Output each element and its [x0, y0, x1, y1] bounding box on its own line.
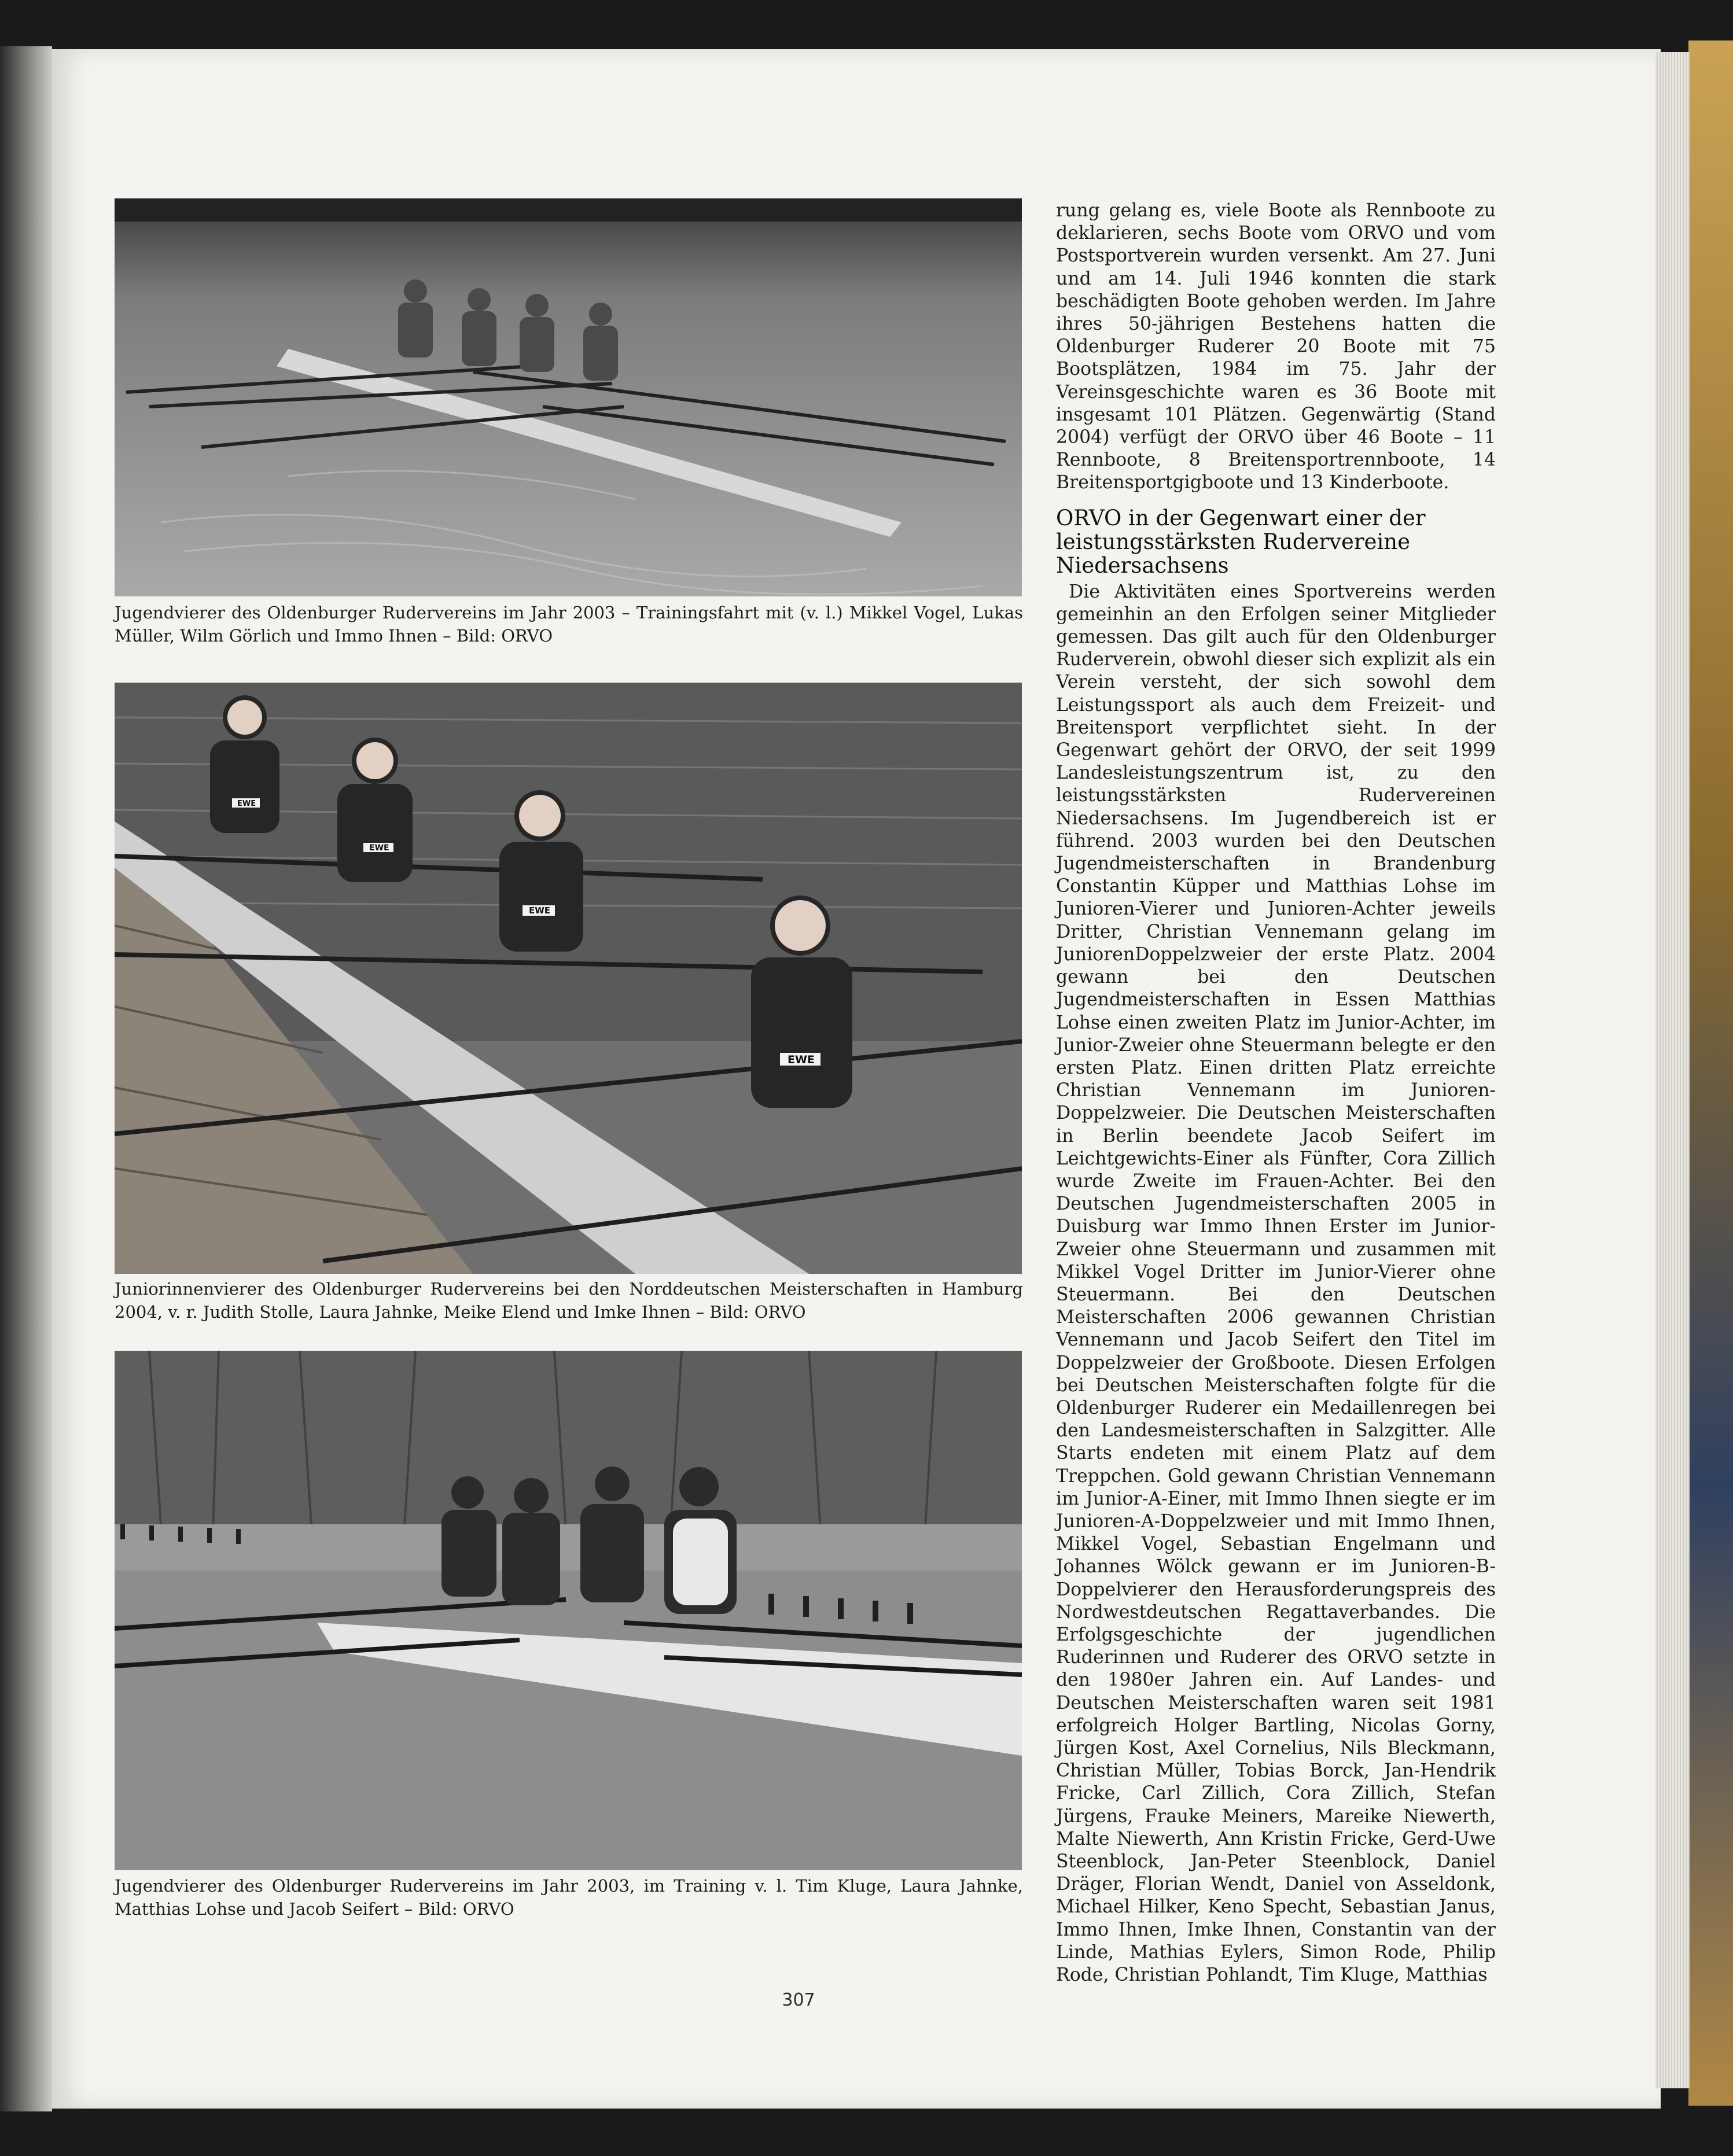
photo-caption-2: Juniorinnenvierer des Oldenburger Rudervereins bei den Norddeutschen Meisterschaften in Hamburg 2004, v. r. Judith Stolle, Laura Jahnke, Meike Elend und Imke Ihnen – Bild: ORVO — [115, 1279, 1023, 1322]
jersey-logo-2: EWE — [369, 843, 389, 853]
page-stack-edge — [1655, 52, 1690, 2088]
page-number: 307 — [782, 1990, 815, 2010]
photo-rowing-quad-lake — [115, 198, 1022, 596]
paragraph-boats: rung gelang es, viele Boote als Rennboote zu deklarieren, sechs Boote vom ORVO und vom Postsportverein wurden versenkt. Am 27. Juni und am 14. Juli 1946 konnten die stark beschädigten Boote gehoben werden. Im Jahre ihres 50-jährigen Bestehens hatten die Oldenburger Ruderer 20 Boote mit 75 Bootsplätzen, 1984 im 75. Jahr der Vereinsgeschichte waren es 36 Boote mit insgesamt 101 Plätzen. Gegenwärtig (Stand 2004) verfügt der ORVO über 46 Boote – 11 Rennboote, 8 Breitensportrennboote, 14 Breitensportgigboote und 13 Kinderboote. — [1056, 200, 1496, 493]
left-page-edge — [0, 46, 52, 2111]
jersey-logo-1: EWE — [237, 799, 256, 808]
jersey-logo-3: EWE — [529, 905, 551, 916]
book-cover-edge — [1688, 40, 1733, 2106]
photo-caption-1: Jugendvierer des Oldenburger Rudervereins im Jahr 2003 – Trainingsfahrt mit (v. l.) Mikkel Vogel, Lukas Müller, Wilm Görlich und Immo Ihnen – Bild: ORVO — [115, 603, 1023, 646]
photo-rowing-quad-river — [115, 1351, 1022, 1870]
photo-caption-3: Jugendvierer des Oldenburger Rudervereins im Jahr 2003, im Training v. l. Tim Kluge, Laura Jahnke, Matthias Lohse und Jacob Seifert – Bild: ORVO — [115, 1876, 1023, 1919]
section-heading: ORVO in der Gegenwart einer der leistungsstärksten Rudervereine Niedersachsens — [1056, 505, 1426, 578]
jersey-logo-4: EWE — [788, 1053, 815, 1066]
article-column — [1056, 200, 1496, 1987]
photo-junior-women-dock — [115, 683, 1022, 1274]
paragraph-successes: Die Aktivitäten eines Sportvereins werden gemeinhin an den Erfolgen seiner Mitglieder gemessen. Das gilt auch für den Oldenburger Ruderverein, obwohl dieser sich explizit als ein Verein versteht, der sich sowohl dem Leistungssport als auch dem Freizeit- und Breitensport verpflichtet sieht. In der Gegenwart gehört der ORVO, der seit 1999 Landesleistungszentrum ist, zu den leistungsstärksten Rudervereinen Niedersachsens. Im Jugendbereich ist er führend. 2003 wurden bei den Deutschen Jugendmeisterschaften in Brandenburg Constantin Küpper und Matthias Lohse im Junioren-Vierer und Junioren-Achter jeweils Dritter, Christian Vennemann gelang im JuniorenDoppelzweier der erste Platz. 2004 gewann bei den Deutschen Jugendmeisterschaften in Essen Matthias Lohse einen zweiten Platz im Junior-Achter, im Junior-Zweier ohne Steuermann belegte er den ersten Platz. Einen dritten Platz erreichte Christian Vennemann im Junioren-Doppelzweier. Die Deutschen Meisterschaften in Berlin beendete Jacob Seifert im Leichtgewichts-Einer als Fünfter, Cora Zillich wurde Zweite im Frauen-Achter. Bei den Deutschen Jugendmeisterschaften 2005 in Duisburg war Immo Ihnen Erster im Junior-Zweier ohne Steuermann und zusammen mit Mikkel Vogel Dritter im Junior-Vierer ohne Steuermann. Bei den Deutschen Meisterschaften 2006 gewannen Christian Vennemann und Jacob Seifert den Titel im Doppelzweier der Großboote. Diesen Erfolgen bei Deutschen Meisterschaften folgte für die Oldenburger Ruderer ein Medaillenregen bei den Landesmeisterschaften in Salzgitter. Alle Starts endeten mit einem Platz auf dem Treppchen. Gold gewann Christian Vennemann im Junior-A-Einer, mit Immo Ihnen siegte er im Junioren-A-Doppelzweier und mit Immo Ihnen, Mikkel Vogel, Sebastian Engelmann und Johannes Wölck gewann er im Junioren-B-Doppelvierer den Herausforderungspreis des Nordwestdeutschen Regattaverbandes. Die Erfolgsgeschichte der jugendlichen Ruderinnen und Ruderer des ORVO setzte in den 1980er Jahren ein. Auf Landes- und Deutschen Meisterschaften waren seit 1981 erfolgreich Holger Bartling, Nicolas Gorny, Jürgen Kost, Axel Cornelius, Nils Bleckmann, Christian Müller, Tobias Borck, Jan-Hendrik Fricke, Carl Zillich, Cora Zillich, Stefan Jürgens, Frauke Meiners, Mareike Niewerth, Malte Niewerth, Ann Kristin Fricke, Gerd-Uwe Steenblock, Jan-Peter Steenblock, Daniel Dräger, Florian Wendt, Daniel von Asseldonk, Michael Hilker, Keno Specht, Sebastian Janus, Immo Ihnen, Imke Ihnen, Constantin van der Linde, Mathias Eylers, Simon Rode, Philip Rode, Christian Pohlandt, Tim Kluge, Matthias — [1056, 581, 1496, 1986]
